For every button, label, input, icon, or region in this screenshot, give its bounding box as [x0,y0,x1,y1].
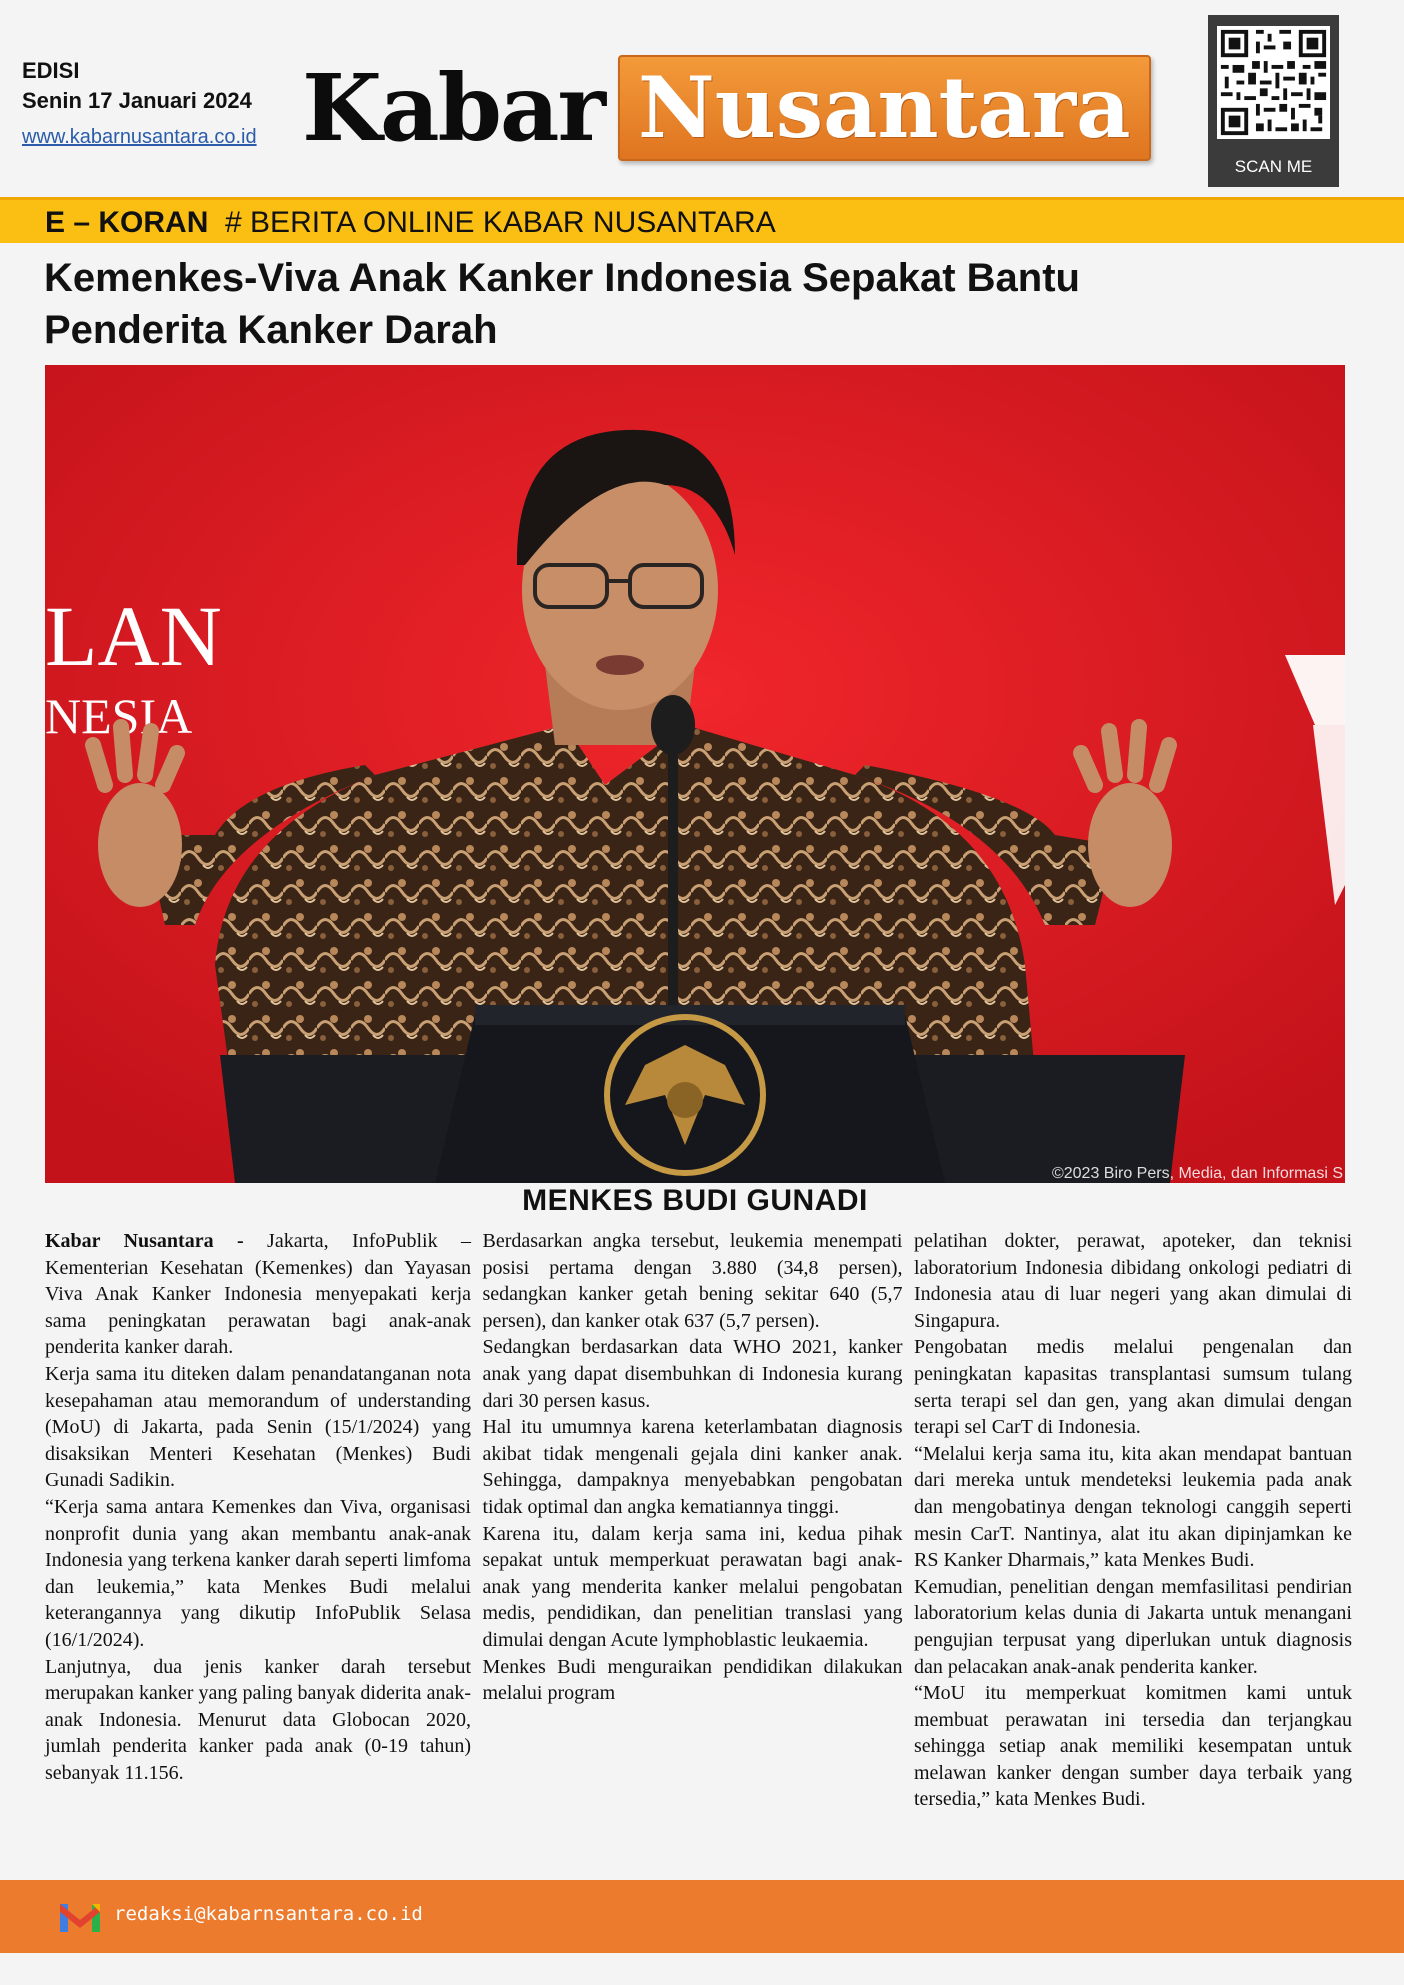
edition-label: EDISI [22,58,80,83]
article-paragraph: Sedangkan berdasarkan data WHO 2021, kanker anak yang dapat disembuhkan di Indonesia kurang dari 30 persen kasus. [482,1336,903,1412]
article-paragraph [45,1228,471,1361]
edition-date: Senin 17 Januari 2024 [22,88,252,113]
article-paragraph: Karena itu, dalam kerja sama ini, kedua pihak sepakat untuk memperkuat perawatan bagi anak-anak yang menderita kanker melalui pengobatan medis, pendidikan, dan penelitian translasi yang dimulai dengan Acute lymphoblastic leukaemia. [482,1522,903,1651]
article-body [45,1228,1352,1813]
article-column-1 [45,1228,471,1813]
backdrop-text-1: LAN [45,588,222,684]
article-paragraph: “MoU itu memperkuat komitmen kami untuk membuat perawatan ini tersedia dan terjangkau sehingga setiap anak memiliki kesempatan untuk melawan kanker dengan sumber daya terbaik yang tersedia,” kata Menkes Budi. [914,1682,1352,1811]
article-paragraph: “Kerja sama antara Kemenkes dan Viva, organisasi nonprofit dunia yang akan membantu anak-anak Indonesia yang terkena kanker darah seperti limfoma dan leukemia,” kata Menkes Budi melalui keterangannya yang dikutip InfoPublik Selasa (16/1/2024). [45,1495,471,1651]
byline: Kabar Nusantara - [45,1230,244,1252]
article-column-3 [914,1228,1352,1813]
photo-credit: ©2023 Biro Pers, Media, dan Informasi S [1051,1165,1343,1182]
footer-bar [0,1880,1404,1953]
article-paragraph: Kerja sama itu diteken dalam penandatanganan nota kesepahaman atau memorandum of understanding (MoU) di Jakarta, pada Senin (15/1/2024) yang disaksikan Menteri Kesehatan (Menkes) Budi Gunadi Sadikin. [45,1362,471,1492]
website-link[interactable]: www.kabarnusantara.co.id [22,126,257,148]
masthead [0,0,1404,195]
paragraph-text: Jakarta, InfoPublik – Kementerian Kesehatan (Kemenkes) dan Yayasan Viva Anak Kanker Indonesia menyepakati kerja sama peningkatan perawatan bagi anak-anak penderita kanker darah. [45,1230,471,1359]
article-headline [44,252,1364,356]
backdrop-text-2: NESIA [45,688,193,744]
headline-line-1: Kemenkes-Viva Anak Kanker Indonesia Sepakat Bantu [44,256,1080,300]
section-ribbon [0,197,1404,243]
qr-code-icon [1217,26,1330,139]
mail-icon [58,1900,102,1934]
logo-word-nusantara: Nusantara [637,58,1131,157]
edition-block [22,56,257,152]
article-column-2 [483,1228,903,1813]
ribbon-tagline: # BERITA ONLINE KABAR NUSANTARA [225,206,776,239]
article-paragraph: Hal itu umumnya karena keterlambatan diagnosis akibat tidak mengenali gejala dini kanker anak. Sehingga, dampaknya menyebabkan pengobatan tidak optimal dan angka kematiannya tinggi. [482,1416,903,1518]
footer-email-link[interactable]: redaksi@kabarnsantara.co.id [114,1903,423,1925]
ribbon-text [45,206,776,240]
logo-word-kabar: Kabar [302,54,604,162]
article-paragraph: Menkes Budi menguraikan pendidikan dilakukan melalui program [482,1655,903,1705]
logo-nusantara-badge [618,55,1151,161]
photo-caption: MENKES BUDI GUNADI [522,1184,868,1217]
article-paragraph: Lanjutnya, dua jenis kanker darah tersebut merupakan kanker yang paling banyak diderita anak-anak Indonesia. Menurut data Globocan 2020, jumlah penderita kanker pada anak (0-19 tahun) sebanyak 11.156. [45,1655,471,1784]
newspaper-logo[interactable] [302,52,1151,164]
ribbon-section: E – KORAN [45,206,209,239]
headline-line-2: Penderita Kanker Darah [44,308,498,352]
article-paragraph: Pengobatan medis melalui pengenalan dan peningkatan kapasitas transplantasi sumsum tulang serta terapi sel dan gen, yang akan dimulai dengan terapi sel CarT di Indonesia. [914,1336,1352,1439]
article-paragraph: Berdasarkan angka tersebut, leukemia menempati posisi pertama dengan 3.880 (34,8 persen), sedangkan kanker getah bening sekitar 640 (5,7 persen), dan kanker otak 637 (5,7 persen). [482,1230,903,1332]
article-paragraph: “Melalui kerja sama itu, kita akan mendapat bantuan dari mereka untuk mendeteksi leukemia pada anak dan mengobatinya dengan teknologi canggih seperti mesin CarT. Nantinya, alat itu akan dipinjamkan ke RS Kanker Dharmais,” kata Menkes Budi. [914,1442,1352,1572]
article-paragraph: Kemudian, penelitian dengan memfasilitasi pendirian laboratorium kelas dunia di Jakarta untuk menangani pengujian terpusat yang diperlukan untuk diagnosis dan pelacakan anak-anak penderita kanker. [914,1575,1352,1678]
article-photo [45,365,1345,1183]
qr-code-box[interactable] [1208,15,1339,187]
qr-scan-label: SCAN ME [1234,157,1313,176]
article-paragraph: pelatihan dokter, perawat, apoteker, dan teknisi laboratorium Indonesia dibidang onkologi pediatri di Indonesia atau di luar negeri yang akan dimulai di Singapura. [914,1230,1352,1332]
photo-illustration [45,365,1345,1183]
